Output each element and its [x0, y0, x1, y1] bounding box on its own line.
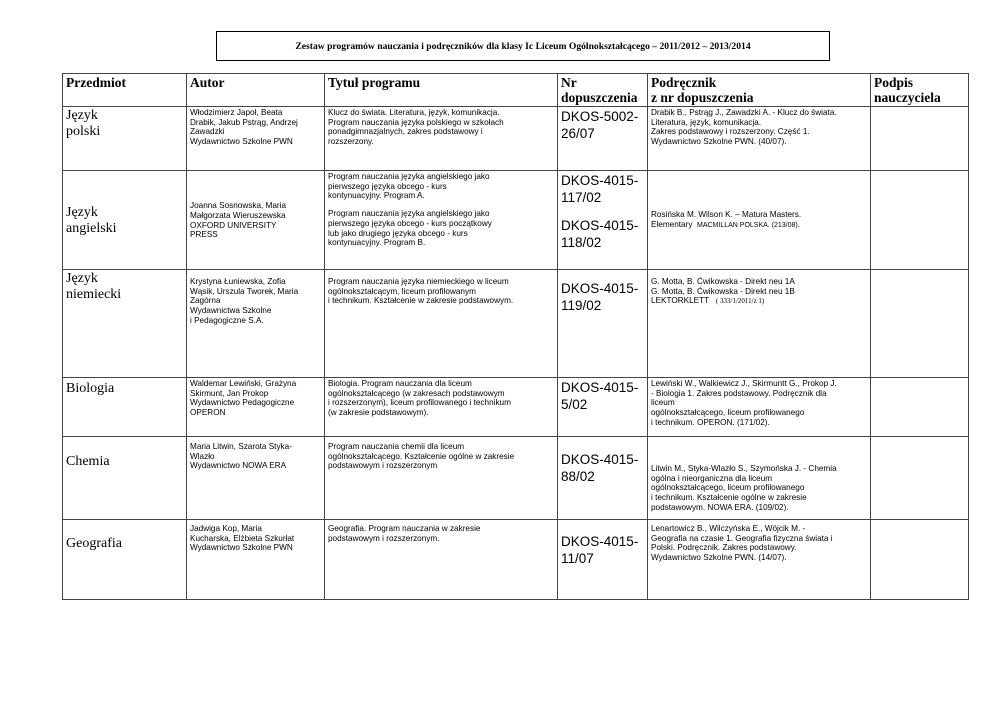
author-line: Zawadzki — [190, 127, 225, 137]
author-line: Skirmunt, Jan Prokop — [190, 388, 269, 398]
subject-cell — [63, 171, 187, 270]
program-line: (w zakresie podstawowym). — [328, 408, 429, 418]
nr-line: DKOS-5002- — [561, 109, 639, 124]
subject-line: Język — [66, 204, 98, 220]
table-row — [63, 171, 969, 270]
textbook-cell — [648, 378, 871, 437]
textbook-cell — [648, 107, 871, 171]
signature-cell — [871, 437, 969, 520]
author-line: Kucharska, Elżbieta Szkurłat — [190, 533, 295, 543]
program-line: pierwszego języka obcego - kurs — [328, 181, 447, 191]
subject-line: Biologia — [66, 381, 115, 396]
textbook-line: ogólna i nieorganiczna dla liceum — [651, 473, 773, 483]
nr-spacer — [561, 206, 644, 217]
textbook-line: Wydawnictwo Szkolne PWN. (14/07). — [651, 553, 787, 563]
subject-line: niemiecki — [66, 287, 122, 302]
header-signature-line: nauczyciela — [874, 90, 941, 105]
author-cell — [187, 520, 325, 600]
textbook-publisher: LEKTORKLETT — [651, 296, 710, 306]
program-line: rozszerzony. — [328, 137, 374, 147]
program-spacer — [328, 201, 554, 209]
nr-line: 5/02 — [561, 397, 588, 412]
textbook-cell — [648, 520, 871, 600]
subject-line: Język — [66, 108, 98, 123]
textbook-line: Drabik B., Pstrąg J., Zawadzki A. - Klucz do świata. — [651, 108, 837, 117]
textbook-cell — [648, 437, 871, 520]
textbook-line: Polski. Podręcznik. Zakres podstawowy. — [651, 543, 797, 553]
program-cell — [325, 520, 558, 600]
textbook-line: Wydawnictwo Szkolne PWN. (40/07). — [651, 137, 787, 147]
subject-cell — [63, 520, 187, 600]
author-line: Waldemar Lewiński, Grażyna — [190, 379, 297, 388]
header-approval-number — [558, 74, 648, 107]
nr-line: DKOS-4015- — [561, 452, 639, 467]
signature-cell — [871, 378, 969, 437]
table-row — [63, 378, 969, 437]
program-cell — [325, 378, 558, 437]
table-row — [63, 520, 969, 600]
textbook-line: - Biologia 1. Zakres podstawowy. Podręcznik dla — [651, 388, 827, 398]
author-line: i Pedagogiczne S.A. — [190, 315, 264, 325]
author-cell — [187, 378, 325, 437]
author-line: Maria Litwin, Szarota Styka- — [190, 442, 292, 451]
program-line: ogólnokształcącego (w zakresach podstawowym — [328, 388, 505, 398]
program-line: Program nauczania języka niemieckiego w liceum — [328, 277, 509, 286]
textbook-line: Lewiński W., Walkiewicz J., Skirmuntt G., Prokop J. — [651, 379, 837, 388]
nr-line: 88/02 — [561, 469, 595, 484]
nr-line: 119/02 — [561, 298, 602, 313]
subject-line: Chemia — [66, 454, 110, 469]
header-program-title: Tytuł programu — [325, 74, 558, 107]
textbook-line: liceum — [651, 398, 675, 408]
subject-line: Geografia — [66, 536, 122, 551]
textbook-line: G. Motta, B. Ćwikowska - Direkt neu 1A — [651, 277, 795, 286]
program-line: kontynuacyjny. Program B. — [328, 238, 426, 248]
approval-number-cell — [558, 107, 648, 171]
nr-line: DKOS-4015- — [561, 534, 639, 549]
subject-line: polski — [66, 124, 101, 139]
author-line: OPERON — [190, 408, 226, 418]
textbook-cell — [648, 270, 871, 378]
program-line: Biologia. Program nauczania dla liceum — [328, 379, 472, 388]
textbook-publisher: MACMILLAN POLSKA. (213/08). — [696, 222, 800, 229]
program-line: ogólnokształcącego. Kształcenie ogólne w zakresie — [328, 451, 515, 461]
author-line: Joanna Sosnowska, Maria — [190, 201, 287, 211]
curriculum-table — [62, 73, 969, 600]
approval-number-cell — [558, 437, 648, 520]
program-line: Program nauczania języka angielskiego jako — [328, 172, 490, 181]
program-line: Program nauczania języka angielskiego jako — [328, 209, 490, 219]
document-title: Zestaw programów nauczania i podręczników dla klasy Ic Liceum Ogólnokształcącego – 2011/2012 – 2013/2014 — [216, 31, 830, 61]
textbook-line: G. Motta, B. Ćwikowska - Direkt neu 1B — [651, 286, 795, 296]
signature-cell — [871, 107, 969, 171]
subject-cell — [63, 378, 187, 437]
program-cell — [325, 270, 558, 378]
author-line: Jadwiga Kop, Maria — [190, 524, 262, 533]
author-line: Wydawnictwo NOWA ERA — [190, 461, 287, 471]
textbook-level: Elementary — [651, 220, 693, 229]
author-line: Włodzimierz Japoł, Beata — [190, 108, 283, 117]
subject-cell — [63, 437, 187, 520]
author-cell — [187, 270, 325, 378]
subject-line: angielski — [66, 220, 117, 236]
nr-line: DKOS-4015- — [561, 218, 639, 233]
subject-cell — [63, 270, 187, 378]
nr-line: 117/02 — [561, 190, 602, 205]
table-header-row — [63, 74, 969, 107]
author-line: OXFORD UNIVERSITY — [190, 220, 277, 230]
textbook-line: ogólnokształcącego, liceum profilowanego — [651, 408, 805, 418]
textbook-line: Literatura, język, komunikacja. — [651, 117, 762, 127]
table-row — [63, 437, 969, 520]
textbook-line: i technikum. OPERON. (171/02). — [651, 417, 770, 427]
textbook-line — [651, 296, 867, 307]
header-textbook-line: Podręcznik — [651, 75, 717, 90]
header-subject: Przedmiot — [63, 74, 187, 107]
program-line: lub jako drugiego języka obcego - kurs — [328, 228, 468, 238]
program-line: i technikum. Kształcenie w zakresie podstawowym. — [328, 296, 514, 306]
program-line: Program nauczania chemii dla liceum — [328, 442, 465, 451]
author-line: Wydawnictwo Szkolne PWN — [190, 137, 293, 147]
nr-line: 26/07 — [561, 126, 595, 141]
textbook-line: Litwin M., Styka-Wlazło S., Szymońska J. - Chemia — [651, 464, 837, 473]
header-nr-line: dopuszczenia — [561, 90, 638, 105]
header-signature — [871, 74, 969, 107]
author-line: Wydawnictwa Szkolne — [190, 306, 272, 316]
program-line: i rozszerzonym), liceum profilowanego i technikum — [328, 398, 511, 408]
nr-spacer — [561, 271, 644, 280]
approval-number-cell — [558, 270, 648, 378]
approval-number-cell — [558, 171, 648, 270]
header-author: Autor — [187, 74, 325, 107]
textbook-line: Rosińska M. Wilson K. – Matura Masters. — [651, 210, 802, 220]
nr-line: DKOS-4015- — [561, 173, 639, 188]
author-line: Zagórna — [190, 296, 221, 306]
textbook-cell — [648, 171, 871, 270]
textbook-line: Zakres podstawowy i rozszerzony. Część 1. — [651, 127, 810, 137]
author-line: Małgorzata Wieruszewska — [190, 210, 286, 220]
author-line: Wydawnictwo Szkolne PWN — [190, 543, 293, 553]
author-cell — [187, 107, 325, 171]
program-line: ponadgimnazjalnych, zakres podstawowy i — [328, 127, 483, 137]
author-line: Wydawnictwo Pedagogiczne — [190, 398, 295, 408]
signature-cell — [871, 520, 969, 600]
nr-line: 118/02 — [561, 235, 602, 250]
textbook-line: i technikum. Kształcenie ogólne w zakresie — [651, 493, 807, 503]
textbook-line — [651, 220, 867, 231]
header-textbook — [648, 74, 871, 107]
header-signature-line: Podpis — [874, 75, 914, 90]
header-textbook-line: z nr dopuszczenia — [651, 90, 754, 105]
approval-number-cell — [558, 520, 648, 600]
signature-cell — [871, 171, 969, 270]
author-cell — [187, 171, 325, 270]
program-line: Klucz do świata. Literatura, język, komunikacja. — [328, 108, 500, 117]
nr-line: DKOS-4015- — [561, 281, 639, 296]
nr-line: 11/07 — [561, 551, 594, 566]
header-nr-line: Nr — [561, 75, 577, 90]
table-row — [63, 107, 969, 171]
program-line: Program nauczania języka polskiego w szkołach — [328, 117, 504, 127]
textbook-line: podstawowym. NOWA ERA. (109/02). — [651, 502, 789, 512]
author-line: Drabik, Jakub Pstrąg, Andrzej — [190, 117, 298, 127]
author-line: Wąsik, Urszula Tworek, Maria — [190, 286, 299, 296]
textbook-line: ogólnokształcącego, liceum profilowanego — [651, 483, 805, 493]
nr-line: DKOS-4015- — [561, 380, 639, 395]
program-line: ogólnokształcącym, liceum profilowanym — [328, 286, 476, 296]
program-line: podstawowym i rozszerzonym — [328, 461, 438, 471]
approval-number-cell — [558, 378, 648, 437]
program-cell — [325, 107, 558, 171]
program-line: Geografia. Program nauczania w zakresie — [328, 524, 481, 533]
textbook-approval-code: ( 333/1/2011/z 1) — [715, 297, 765, 306]
textbook-line: Lenartowicz B., Wilczyńska E., Wójcik M. - — [651, 524, 806, 533]
program-cell — [325, 437, 558, 520]
subject-line: Język — [66, 271, 98, 286]
table-row — [63, 270, 969, 378]
author-cell — [187, 437, 325, 520]
textbook-line: Geografia na czasie 1. Geografia fizyczna świata i — [651, 533, 833, 543]
author-line: PRESS — [190, 230, 218, 240]
program-cell — [325, 171, 558, 270]
program-line: pierwszego języka obcego - kurs początkowy — [328, 218, 492, 228]
subject-cell — [63, 107, 187, 171]
program-line: podstawowym i rozszerzonym. — [328, 533, 440, 543]
program-line: kontynuacyjny. Program A. — [328, 191, 425, 201]
author-line: Krystyna Łuniewska, Zofia — [190, 277, 286, 286]
author-line: Wlazło — [190, 451, 215, 461]
signature-cell — [871, 270, 969, 378]
